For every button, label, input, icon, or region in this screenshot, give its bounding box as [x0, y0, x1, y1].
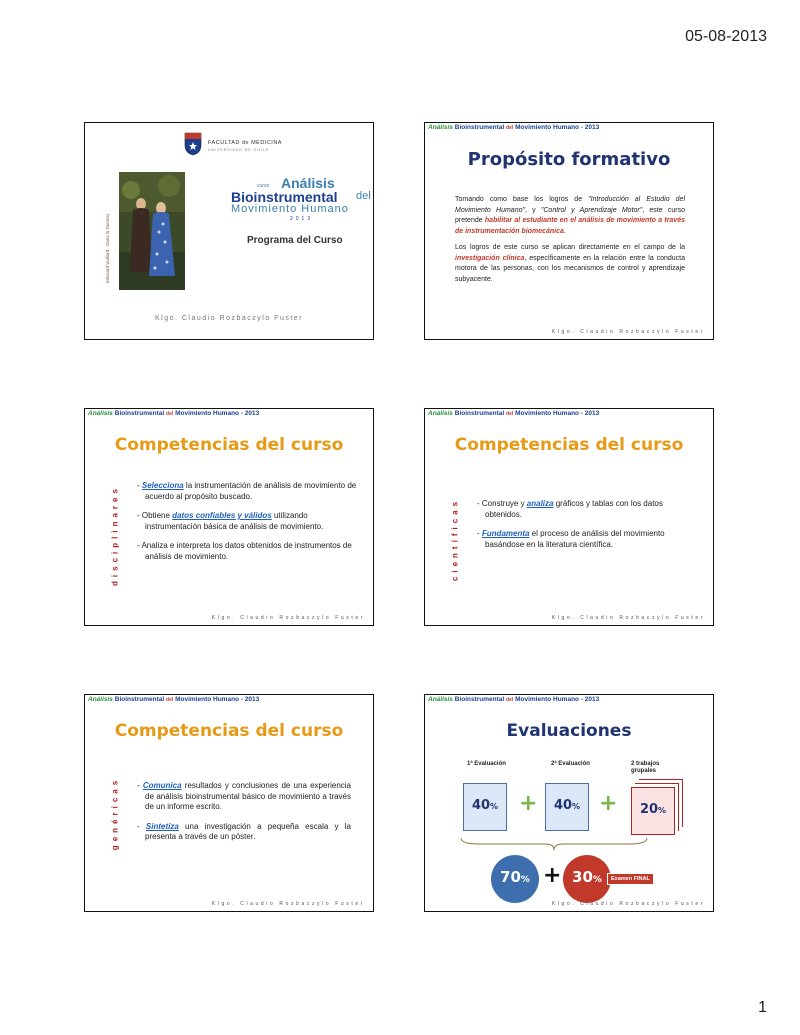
- bracket-icon: [459, 837, 649, 851]
- slide-footer: Klgo. Claudio Rozbaczylo Fuster: [551, 901, 705, 907]
- course-title-del: del: [356, 190, 371, 202]
- list-item: - Selecciona la instrumentación de análisis de movimiento de acuerdo al propósito buscado.: [137, 481, 357, 501]
- slide-competencias-cientificas: [424, 408, 714, 626]
- author: Klgo. Claudio Rozbaczylo Fuster: [154, 315, 304, 322]
- plus-icon: +: [543, 863, 562, 888]
- bullet-list: [477, 499, 697, 559]
- sum-circle: 70%: [491, 855, 539, 903]
- side-label: disciplinares: [110, 485, 120, 586]
- slide-title: Competencias del curso: [114, 435, 344, 455]
- program-label: Programa del Curso: [247, 235, 343, 246]
- slide-title: [84, 122, 374, 340]
- slide-title: Propósito formativo: [467, 149, 671, 170]
- logo-line1: FACULTAD de MEDICINA: [208, 140, 282, 146]
- slide-footer: Klgo. Claudio Rozbaczylo Fuster: [551, 329, 705, 335]
- eval1-label: 1ª Evaluación: [467, 761, 506, 767]
- slide-header: Análisis Bioinstrumental del Movimiento Humano - 2013: [428, 696, 600, 703]
- final-exam-badge: Examen FINAL: [607, 873, 654, 885]
- paragraph-2: Los logros de este curso se aplican directamente en el campo de la investigación clínica, específicamente en la relación entre la conducta motora de las personas, con los mecanismos de control y aprendizaje subyacente.: [455, 244, 686, 283]
- slide-title: Competencias del curso: [114, 721, 344, 741]
- slide-evaluaciones: [424, 694, 714, 912]
- bullet-list: [137, 481, 357, 571]
- eval3-document-stack: 20%: [631, 787, 675, 835]
- list-item: - Obtiene datos confiables y válidos utilizando instrumentación básica de análisis de movimiento.: [137, 511, 324, 531]
- course-year: 2013: [290, 216, 314, 222]
- bullet-list: [137, 781, 351, 852]
- list-item: - Fundamenta el proceso de análisis del movimiento basándose en la literatura científica.: [477, 529, 665, 549]
- course-prefix: curso: [257, 183, 270, 189]
- eval3-label: 2 trabajos grupales: [631, 761, 660, 774]
- plus-icon: +: [519, 791, 538, 816]
- eval2-document: 40%: [545, 783, 589, 831]
- slide-footer: Klgo. Claudio Rozbaczylo Fuster: [211, 901, 365, 907]
- slide-proposito: [424, 122, 714, 340]
- list-item: - Comunica resultados y conclusiones de una experiencia de análisis bioinstrumental básico de movimiento a través de un informe escrito.: [137, 781, 351, 811]
- eval2-label: 2ª Evaluación: [551, 761, 590, 767]
- slide-header: Análisis Bioinstrumental del Movimiento Humano - 2013: [88, 410, 260, 417]
- course-title-analisis: Análisis: [281, 175, 335, 191]
- page-number: 1: [758, 999, 767, 1016]
- slide-header: Análisis Bioinstrumental del Movimiento Humano - 2013: [428, 124, 600, 131]
- plus-icon: +: [599, 791, 618, 816]
- page-date: 05-08-2013: [685, 28, 767, 45]
- slide-footer: Klgo. Claudio Rozbaczylo Fuster: [211, 615, 365, 621]
- course-title-movimiento: Movimiento Humano: [231, 203, 349, 215]
- faculty-logo: [184, 132, 314, 158]
- list-item: - Construye y analiza gráficos y tablas con los datos obtenidos.: [477, 499, 663, 519]
- slide-competencias-disciplinares: [84, 408, 374, 626]
- course-title-bioinstrumental: Bioinstrumental: [231, 189, 338, 205]
- slide-header: Análisis Bioinstrumental del Movimiento Humano - 2013: [428, 410, 600, 417]
- list-item: - Analiza e interpreta los datos obtenidos de instrumentos de análisis de movimiento.: [137, 541, 352, 561]
- logo-line2: UNIVERSIDAD DE CHILE: [208, 148, 270, 152]
- slide-title: Competencias del curso: [454, 435, 684, 455]
- university-shield-icon: [184, 132, 202, 156]
- slide-footer: Klgo. Claudio Rozbaczylo Fuster: [551, 615, 705, 621]
- eval1-document: 40%: [463, 783, 507, 831]
- slide-competencias-genericas: [84, 694, 374, 912]
- slide-header: Análisis Bioinstrumental del Movimiento Humano - 2013: [88, 696, 260, 703]
- side-label: científicas: [450, 497, 460, 582]
- paragraph-1: Tomando como base los logros de "Introducción al Estudio del Movimiento Humano", y "Control y Aprendizaje Motor", este curso pretende habilitar al estudiante en el análisis de movimiento a través de instrumentación biomecánica.: [455, 196, 685, 235]
- list-item: - Sintetiza una investigación a pequeña escala y la presenta a través de un póster.: [137, 821, 351, 841]
- painting-image: [119, 172, 185, 290]
- slide-title: Evaluaciones: [506, 721, 632, 741]
- final-circle: 30%: [563, 855, 611, 903]
- side-label: genéricas: [110, 776, 120, 851]
- painting-caption: Edouard Vuillard - Dans la Nursery: [105, 213, 110, 283]
